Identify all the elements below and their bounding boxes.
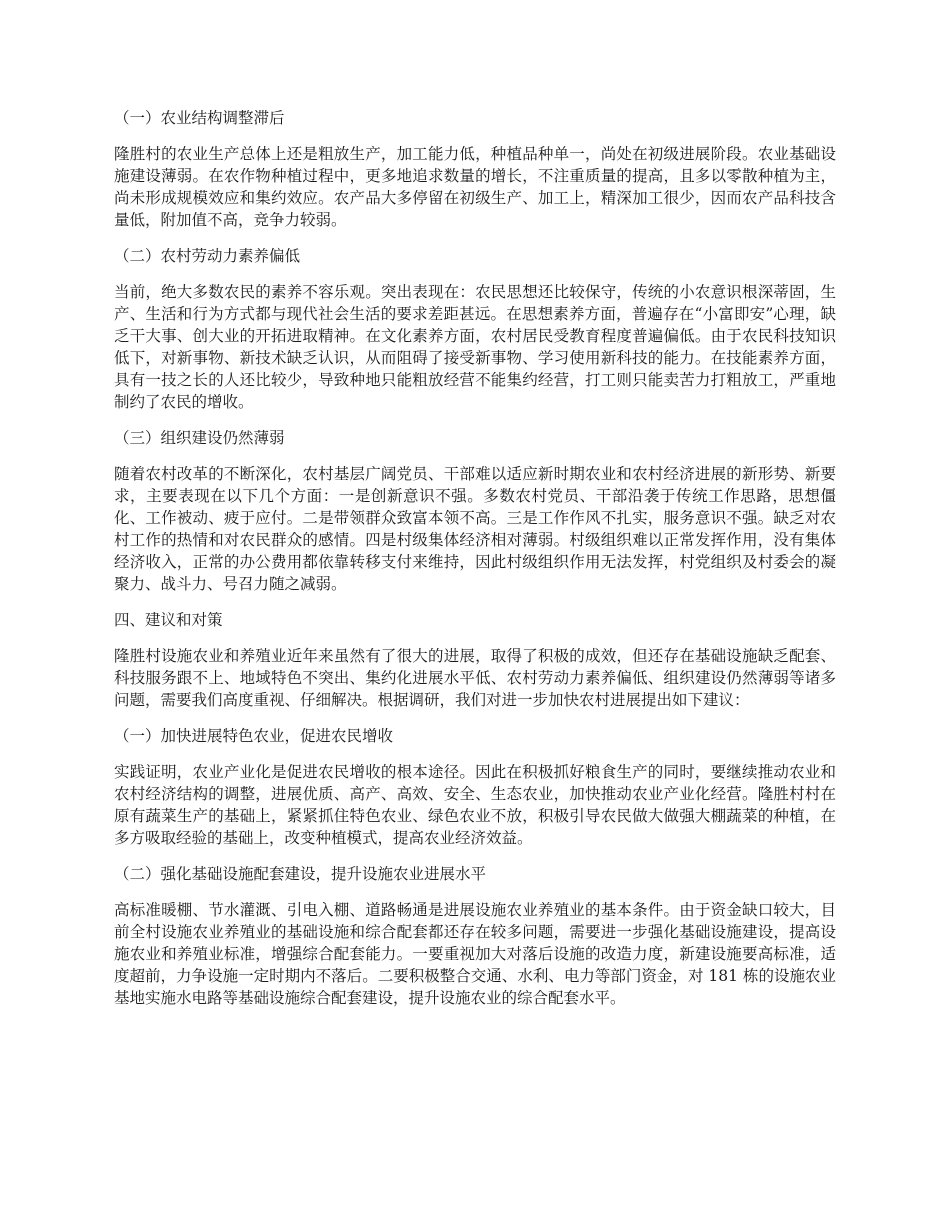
section-heading-2: （二）农村劳动力素养偏低 [114, 247, 301, 265]
paragraph-3: 随着农村改革的不断深化，农村基层广阔党员、干部难以适应新时期农业和农村经济进展的新形势、新要求，主要表现在以下几个方面：一是创新意识不强。多数农村党员、干部沿袭于传统工作思路，思想僵化、工作被动、疲于应付。二是带领群众致富本领不高。三是工作作风不扎实，服务意识不强。缺乏对农村工作的热情和对农民群众的感情。四是村级集体经济相对薄弱。村级组织难以正常发挥作用，没有集体经济收入，正常的办公费用都依靠转移支付来维持，因此村级组织作用无法发挥，村党组织及村委会的凝聚力、战斗力、号召力随之减弱。 [114, 465, 836, 593]
paragraph-5: 实践证明，农业产业化是促进农民增收的根本途径。因此在积极抓好粮食生产的同时，要继续推动农业和农村经济结构的调整，进展优质、高产、高效、安全、生态农业，加快推动农业产业化经营。隆胜村村在原有蔬菜生产的基础上，紧紧抓住特色农业、绿色农业不放，积极引导农民做大做强大棚蔬菜的种植，在多方吸取经验的基础上，改变种植模式，提高农业经济效益。 [114, 763, 836, 847]
paragraph-1: 隆胜村的农业生产总体上还是粗放生产，加工能力低，种植品种单一，尚处在初级进展阶段。农业基础设施建设薄弱。在农作物种植过程中，更多地追求数量的增长，不注重质量的提高，且多以零散种植为主，尚未形成规模效应和集约效应。农产品大多停留在初级生产、加工上，精深加工很少，因而农产品科技含量低，附加值不高，竞争力较弱。 [114, 145, 836, 229]
paragraph-4: 隆胜村设施农业和养殖业近年来虽然有了很大的进展，取得了积极的成效，但还存在基础设施缺乏配套、科技服务跟不上、地域特色不突出、集约化进展水平低、农村劳动力素养偏低、组织建设仍然薄弱等诸多问题，需要我们高度重视、仔细解决。根据调研，我们对进一步加快农村进展提出如下建议： [114, 647, 836, 709]
paragraph-6: 高标准暖棚、节水灌溉、引电入棚、道路畅通是进展设施农业养殖业的基本条件。由于资金缺口较大，目前全村设施农业养殖业的基础设施和综合配套都还存在较多问题，需要进一步强化基础设施建设，提高设施农业和养殖业标准，增强综合配套能力。一要重视加大对落后设施的改造力度，新建设施要高标准，适度超前，力争设施一定时期内不落后。二要积极整合交通、水利、电力等部门资金，对 181 栋的设施农业基地实施水电路等基础设施综合配套建设，提升设施农业的综合配套水平。 [114, 901, 836, 1007]
section-heading-4-2: （二）强化基础设施配套建设，提升设施农业进展水平 [114, 865, 487, 883]
paragraph-2: 当前，绝大多数农民的素养不容乐观。突出表现在：农民思想还比较保守，传统的小农意识根深蒂固，生产、生活和行为方式都与现代社会生活的要求差距甚远。在思想素养方面，普遍存在“小富即安”心理，缺乏干大事、创大业的开拓进取精神。在文化素养方面，农村居民受教育程度普遍偏低。由于农民科技知识低下，对新事物、新技术缺乏认识，从而阻碍了接受新事物、学习使用新科技的能力。在技能素养方面，具有一技之长的人还比较少，导致种地只能粗放经营不能集约经营，打工则只能卖苦力打粗放工，严重地制约了农民的增收。 [114, 283, 836, 411]
section-heading-3: （三）组织建设仍然薄弱 [114, 429, 285, 447]
section-heading-4-1: （一）加快进展特色农业，促进农民增收 [114, 727, 394, 745]
chapter-heading-4: 四、建议和对策 [114, 611, 223, 629]
section-heading-1: （一）农业结构调整滞后 [114, 109, 285, 127]
